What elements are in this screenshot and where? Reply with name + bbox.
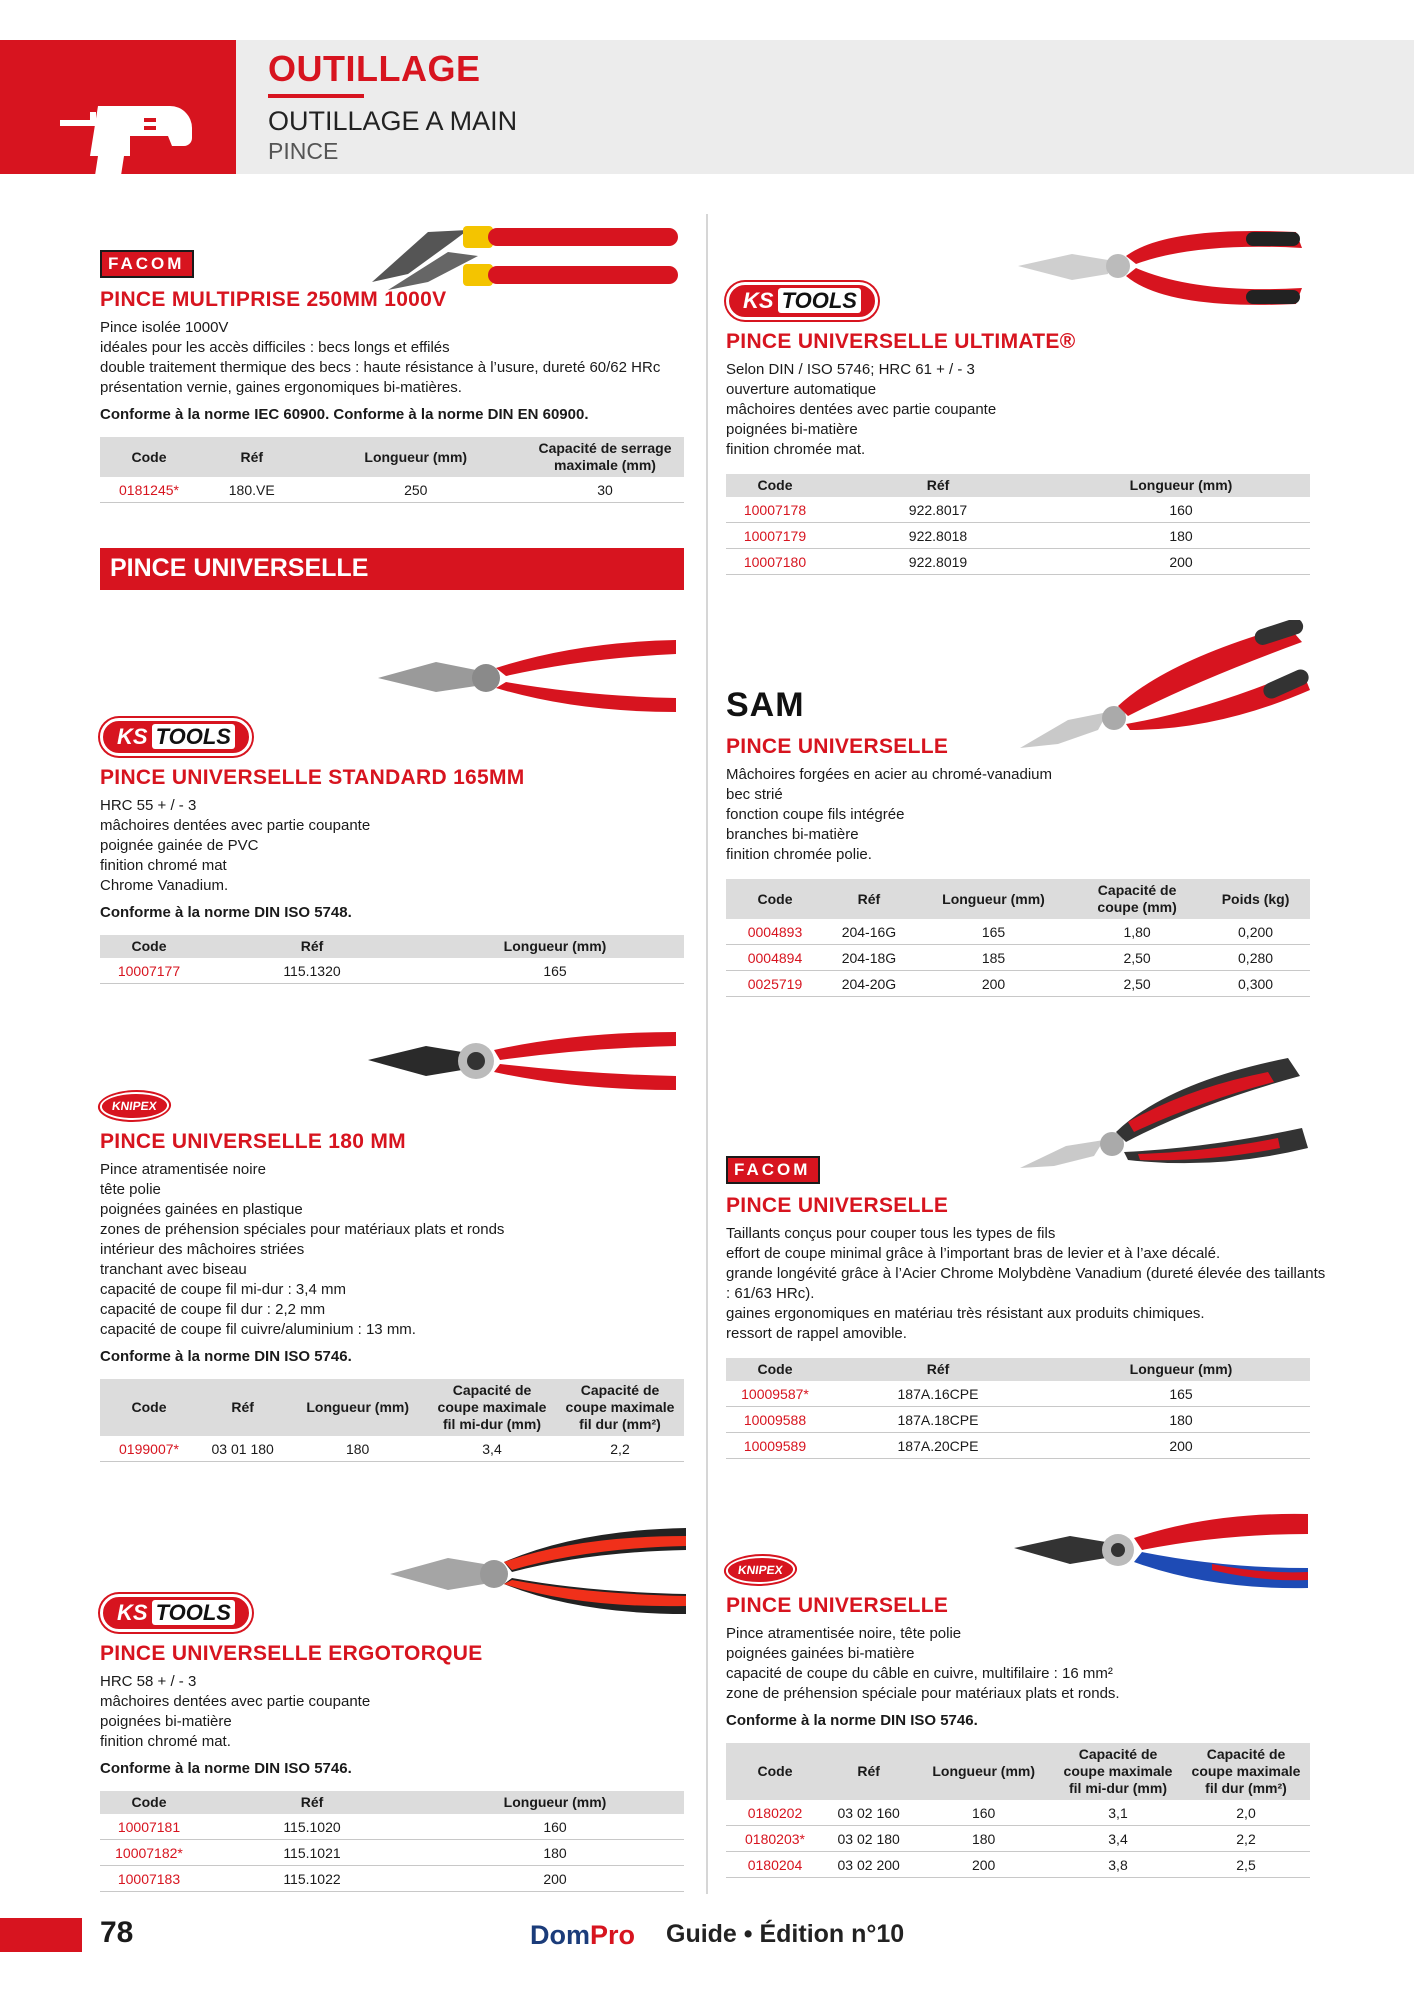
table-row [726,1800,1310,1826]
desc-line: mâchoires dentées avec partie coupante [100,817,371,834]
category-icon-box [0,40,236,174]
desc-line: fonction coupe fils intégrée [726,806,905,823]
table-row [100,958,684,984]
desc-line: capacité de coupe fil mi-dur : 3,4 mm [100,1281,346,1298]
product-card [726,686,1326,997]
table-header [100,1379,684,1436]
product-description [726,765,1326,865]
product-title: PINCE UNIVERSELLE [726,1194,949,1217]
title-underline [268,94,364,98]
table-row [100,1840,684,1866]
table-header [100,935,684,958]
col-header: Longueur (mm) [287,1379,428,1436]
product-code-link[interactable]: 10009587* [726,1381,824,1407]
table-header [100,1791,684,1814]
table-cell: 200 [1052,1433,1310,1459]
table-cell: 3,1 [1054,1800,1182,1826]
pliers-knipex-image [366,1026,686,1096]
product-norm: Conforme à la norme DIN ISO 5748. [100,904,352,921]
desc-line: Pince atramentisée noire, tête polie [726,1625,962,1642]
page-subtitle: OUTILLAGE A MAIN [268,106,518,136]
product-title: PINCE UNIVERSELLE 180 MM [100,1130,406,1153]
table-cell: 0,280 [1201,945,1310,971]
col-header: Longueur (mm) [426,935,684,958]
table-cell: 03 02 160 [824,1800,913,1826]
table-cell: 165 [914,919,1073,945]
desc-line: poignée gainée de PVC [100,837,259,854]
col-header: Poids (kg) [1201,879,1310,919]
col-header: Code [100,437,198,477]
table-cell: 3,4 [1054,1826,1182,1852]
desc-line: poignées bi-matière [726,421,858,438]
desc-line: intérieur des mâchoires striées [100,1241,305,1258]
col-header: Longueur (mm) [305,437,526,477]
table-cell: 2,50 [1073,971,1201,997]
drill-icon [0,40,236,174]
col-header: Capacité de coupe maximale fil dur (mm²) [556,1379,684,1436]
table-cell: 187A.20CPE [824,1433,1052,1459]
col-header: Réf [198,935,426,958]
product-card [726,1156,1326,1459]
table-cell: 03 01 180 [198,1436,287,1462]
table-cell: 2,5 [1182,1852,1310,1878]
page-number: 78 [100,1916,134,1949]
table-row [100,1436,684,1462]
spec-table [726,474,1310,575]
table-cell: 200 [1052,549,1310,575]
table-cell: 250 [305,477,526,503]
spec-table [726,879,1310,997]
desc-line: HRC 55 + / - 3 [100,797,197,814]
desc-line: tranchant avec biseau [100,1261,247,1278]
col-header: Code [726,1358,824,1381]
desc-line: présentation vernie, gaines ergonomiques bi-matières. [100,379,462,396]
product-code-link[interactable]: 10007183 [100,1866,198,1892]
table-row [726,1407,1310,1433]
desc-line: Pince isolée 1000V [100,319,229,336]
product-description [100,1160,690,1340]
table-cell: 2,50 [1073,945,1201,971]
product-title: PINCE UNIVERSELLE [726,1594,949,1617]
col-header: Capacité de serrage maximale (mm) [526,437,684,477]
desc-line: finition chromée mat. [726,441,866,458]
table-cell: 1,80 [1073,919,1201,945]
table-cell: 0,200 [1201,919,1310,945]
brand-logo: SAM [726,686,805,724]
product-code-link[interactable]: 10009588 [726,1407,824,1433]
desc-line: Pince atramentisée noire [100,1161,266,1178]
product-card [726,1556,1326,1878]
spec-table [726,1358,1310,1459]
table-cell: 180 [426,1840,684,1866]
table-cell: 2,0 [1182,1800,1310,1826]
product-card [100,250,690,503]
table-cell: 922.8017 [824,497,1052,523]
col-header: Capacité de coupe (mm) [1073,879,1201,919]
product-card [100,718,690,984]
table-cell: 160 [913,1800,1054,1826]
col-header: Code [100,1379,198,1436]
table-cell: 185 [914,945,1073,971]
table-cell: 180 [913,1826,1054,1852]
page-category: PINCE [268,138,339,164]
spec-table [100,1379,684,1462]
col-header: Longueur (mm) [914,879,1073,919]
col-header: Code [100,1791,198,1814]
table-cell: 2,2 [1182,1826,1310,1852]
desc-line: mâchoires dentées avec partie coupante [100,1693,371,1710]
table-cell: 03 02 200 [824,1852,913,1878]
col-header: Réf [198,437,305,477]
desc-line: mâchoires dentées avec partie coupante [726,401,997,418]
table-cell: 204-18G [824,945,914,971]
desc-line: finition chromé mat [100,857,227,874]
table-cell: 115.1020 [198,1814,426,1840]
product-code-link[interactable]: 0004894 [726,945,824,971]
desc-line: double traitement thermique des becs : haute résistance à l’usure, dureté 60/62 HRc [100,359,661,376]
product-title: PINCE UNIVERSELLE [726,735,949,758]
table-cell: 2,2 [556,1436,684,1462]
dompro-logo [530,1920,635,1951]
desc-line: bec strié [726,786,783,803]
table-header [726,1743,1310,1800]
product-code-link[interactable]: 0180202 [726,1800,824,1826]
column-divider [706,214,708,1894]
table-cell: 30 [526,477,684,503]
table-cell: 0,300 [1201,971,1310,997]
col-header: Code [726,474,824,497]
col-header: Réf [824,879,914,919]
spec-table [100,1791,684,1892]
brand-logo: FACOM [726,1156,820,1184]
product-description [726,1624,1326,1704]
product-code-link[interactable]: 10009589 [726,1433,824,1459]
product-title: PINCE UNIVERSELLE ULTIMATE® [726,330,1076,353]
table-cell: 115.1021 [198,1840,426,1866]
desc-line: ressort de rappel amovible. [726,1325,907,1342]
col-header: Longueur (mm) [913,1743,1054,1800]
table-row [726,497,1310,523]
table-row [726,1826,1310,1852]
table-row [726,1852,1310,1878]
brand-logo: KNIPEX [98,1092,171,1120]
col-header: Longueur (mm) [426,1791,684,1814]
table-cell: 200 [914,971,1073,997]
footer-accent [0,1918,82,1952]
product-description [100,796,690,896]
product-code-link[interactable]: 0025719 [726,971,824,997]
desc-line: tête polie [100,1181,161,1198]
table-cell: 160 [1052,497,1310,523]
table-header [100,437,684,477]
spec-table [100,437,684,503]
desc-line: capacité de coupe fil dur : 2,2 mm [100,1301,326,1318]
desc-line: finition chromé mat. [100,1733,231,1750]
product-norm: Conforme à la norme DIN ISO 5746. [100,1760,352,1777]
product-norm: Conforme à la norme DIN ISO 5746. [100,1348,352,1365]
desc-line: zones de préhension spéciales pour matériaux plats et ronds [100,1221,505,1238]
table-row [726,919,1310,945]
product-code-link[interactable]: 0181245* [100,477,198,503]
spec-table [100,935,684,984]
table-cell: 165 [1052,1381,1310,1407]
col-header: Code [100,935,198,958]
table-cell: 200 [913,1852,1054,1878]
table-cell: 180 [287,1436,428,1462]
desc-line: ouverture automatique [726,381,877,398]
desc-line: Mâchoires forgées en acier au chromé-vanadium [726,766,1052,783]
product-code-link[interactable]: 10007182* [100,1840,198,1866]
product-code-link[interactable]: 10007178 [726,497,824,523]
desc-line: poignées gainées bi-matière [726,1645,915,1662]
table-cell: 180.VE [198,477,305,503]
product-code-link[interactable]: 10007180 [726,549,824,575]
product-code-link[interactable]: 0180204 [726,1852,824,1878]
table-row [726,971,1310,997]
page-title: OUTILLAGE [268,48,481,89]
table-header [726,474,1310,497]
desc-line: finition chromée polie. [726,846,872,863]
col-header: Longueur (mm) [1052,474,1310,497]
desc-line: branches bi-matière [726,826,859,843]
col-header: Réf [824,1358,1052,1381]
table-cell: 165 [426,958,684,984]
col-header: Capacité de coupe maximale fil mi-dur (mm) [428,1379,556,1436]
brand-logo: KS TOOLS [100,718,252,756]
product-code-link[interactable]: 10007179 [726,523,824,549]
table-cell: 3,8 [1054,1852,1182,1878]
table-cell: 922.8019 [824,549,1052,575]
product-title: PINCE UNIVERSELLE STANDARD 165MM [100,766,525,789]
col-header: Code [726,1743,824,1800]
table-row [100,477,684,503]
product-code-link[interactable]: 0180203* [726,1826,824,1852]
product-description [100,318,690,398]
desc-line: zone de préhension spéciale pour matériaux plats et ronds. [726,1685,1120,1702]
table-cell: 922.8018 [824,523,1052,549]
table-row [726,1433,1310,1459]
table-cell: 160 [426,1814,684,1840]
col-header: Longueur (mm) [1052,1358,1310,1381]
product-code-link[interactable]: 0199007* [100,1436,198,1462]
product-card [100,1594,690,1892]
product-code-link[interactable]: 0004893 [726,919,824,945]
desc-line: idéales pour les accès difficiles : becs longs et effilés [100,339,450,356]
col-header: Réf [198,1791,426,1814]
product-code-link[interactable]: 10007181 [100,1814,198,1840]
table-cell: 187A.16CPE [824,1381,1052,1407]
section-banner [100,548,684,590]
col-header: Capacité de coupe maximale fil mi-dur (mm) [1054,1743,1182,1800]
table-cell: 204-20G [824,971,914,997]
table-row [726,549,1310,575]
table-cell: 180 [1052,523,1310,549]
product-title: PINCE MULTIPRISE 250MM 1000V [100,288,447,311]
desc-line: capacité de coupe du câble en cuivre, multifilaire : 16 mm² [726,1665,1113,1682]
desc-line: poignées gainées en plastique [100,1201,303,1218]
brand-logo: KNIPEX [724,1556,797,1584]
section-banner-label: PINCE UNIVERSELLE [110,554,369,582]
col-header: Capacité de coupe maximale fil dur (mm²) [1182,1743,1310,1800]
table-row [100,1866,684,1892]
table-row [726,945,1310,971]
guide-edition: Guide • Édition n°10 [666,1920,905,1948]
table-cell: 187A.18CPE [824,1407,1052,1433]
pliers-standard-image [376,632,686,722]
product-description [726,1224,1326,1344]
desc-line: gaines ergonomiques en matériau très résistant aux produits chimiques. [726,1305,1205,1322]
product-card [100,1092,690,1462]
logo-part: Pro [590,1920,636,1950]
table-header [726,879,1310,919]
product-description [726,360,1326,460]
desc-line: poignées bi-matière [100,1713,232,1730]
table-cell: 180 [1052,1407,1310,1433]
desc-line: Selon DIN / ISO 5746; HRC 61 + / - 3 [726,361,975,378]
desc-line: capacité de coupe fil cuivre/aluminium : 13 mm. [100,1321,416,1338]
table-cell: 200 [426,1866,684,1892]
table-cell: 03 02 180 [824,1826,913,1852]
col-header: Code [726,879,824,919]
table-cell: 115.1320 [198,958,426,984]
desc-line: grande longévité grâce à l’Acier Chrome Molybdène Vanadium (dureté élevée des taillants : 61/63 HRc). [726,1265,1326,1302]
table-cell: 3,4 [428,1436,556,1462]
product-title: PINCE UNIVERSELLE ERGOTORQUE [100,1642,483,1665]
table-header [726,1358,1310,1381]
desc-line: HRC 58 + / - 3 [100,1673,197,1690]
brand-logo: FACOM [100,250,194,278]
spec-table [726,1743,1310,1878]
table-row [726,523,1310,549]
logo-part: Dom [530,1920,590,1950]
product-norm: Conforme à la norme IEC 60900. Conforme à la norme DIN EN 60900. [100,406,589,423]
table-row [726,1381,1310,1407]
product-norm: Conforme à la norme DIN ISO 5746. [726,1712,978,1729]
col-header: Réf [824,1743,913,1800]
col-header: Réf [198,1379,287,1436]
desc-line: Chrome Vanadium. [100,877,229,894]
brand-logo: KS TOOLS [100,1594,252,1632]
product-code-link[interactable]: 10007177 [100,958,198,984]
product-description [100,1672,690,1752]
table-row [100,1814,684,1840]
table-cell: 204-16G [824,919,914,945]
product-card [726,282,1326,575]
col-header: Réf [824,474,1052,497]
desc-line: Taillants conçus pour couper tous les types de fils [726,1225,1056,1242]
brand-logo: KS TOOLS [726,282,878,320]
desc-line: effort de coupe minimal grâce à l’important bras de levier et à l’axe décalé. [726,1245,1221,1262]
table-cell: 115.1022 [198,1866,426,1892]
